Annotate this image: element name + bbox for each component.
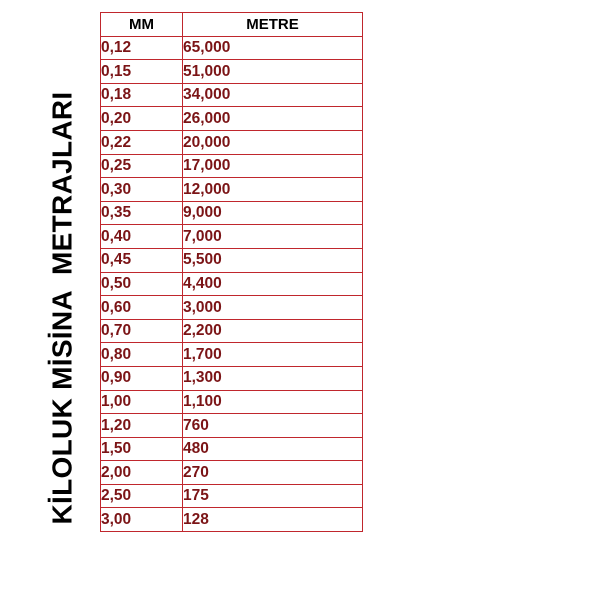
cell-metre: 12,000 bbox=[183, 178, 363, 202]
cell-mm: 0,25 bbox=[101, 154, 183, 178]
cell-metre: 1,700 bbox=[183, 343, 363, 367]
header-mm: MM bbox=[101, 13, 183, 37]
table-row bbox=[101, 437, 363, 461]
table-row bbox=[101, 366, 363, 390]
cell-metre: 3,000 bbox=[183, 296, 363, 320]
cell-mm: 1,20 bbox=[101, 414, 183, 438]
table-row bbox=[101, 201, 363, 225]
table-row bbox=[101, 107, 363, 131]
cell-mm: 0,60 bbox=[101, 296, 183, 320]
cell-metre: 2,200 bbox=[183, 319, 363, 343]
cell-metre: 65,000 bbox=[183, 36, 363, 60]
table-row bbox=[101, 343, 363, 367]
cell-metre: 1,100 bbox=[183, 390, 363, 414]
cell-mm: 3,00 bbox=[101, 508, 183, 532]
cell-mm: 0,45 bbox=[101, 248, 183, 272]
table-row bbox=[101, 225, 363, 249]
cell-mm: 2,50 bbox=[101, 484, 183, 508]
table-row bbox=[101, 60, 363, 84]
table-row bbox=[101, 296, 363, 320]
cell-mm: 0,40 bbox=[101, 225, 183, 249]
table-row bbox=[101, 178, 363, 202]
cell-mm: 1,00 bbox=[101, 390, 183, 414]
cell-metre: 17,000 bbox=[183, 154, 363, 178]
cell-mm: 0,18 bbox=[101, 83, 183, 107]
cell-mm: 2,00 bbox=[101, 461, 183, 485]
table-row bbox=[101, 83, 363, 107]
cell-metre: 480 bbox=[183, 437, 363, 461]
cell-metre: 128 bbox=[183, 508, 363, 532]
cell-metre: 175 bbox=[183, 484, 363, 508]
cell-metre: 760 bbox=[183, 414, 363, 438]
cell-mm: 0,20 bbox=[101, 107, 183, 131]
cell-metre: 9,000 bbox=[183, 201, 363, 225]
table-row bbox=[101, 154, 363, 178]
side-title-container bbox=[44, 91, 81, 524]
cell-mm: 0,35 bbox=[101, 201, 183, 225]
table-body bbox=[101, 36, 363, 531]
cell-metre: 4,400 bbox=[183, 272, 363, 296]
cell-mm: 0,50 bbox=[101, 272, 183, 296]
cell-metre: 7,000 bbox=[183, 225, 363, 249]
cell-metre: 1,300 bbox=[183, 366, 363, 390]
cell-mm: 1,50 bbox=[101, 437, 183, 461]
cell-mm: 0,22 bbox=[101, 130, 183, 154]
table-row bbox=[101, 319, 363, 343]
table-row bbox=[101, 508, 363, 532]
page-title: KİLOLUK MİSİNA METRAJLARI bbox=[46, 91, 78, 524]
table-row bbox=[101, 414, 363, 438]
metraj-table bbox=[100, 12, 363, 532]
cell-metre: 26,000 bbox=[183, 107, 363, 131]
table-row bbox=[101, 248, 363, 272]
cell-mm: 0,12 bbox=[101, 36, 183, 60]
cell-mm: 0,90 bbox=[101, 366, 183, 390]
cell-metre: 34,000 bbox=[183, 83, 363, 107]
table-header-row bbox=[101, 13, 363, 37]
table-row bbox=[101, 484, 363, 508]
table-row bbox=[101, 461, 363, 485]
cell-mm: 0,80 bbox=[101, 343, 183, 367]
cell-metre: 51,000 bbox=[183, 60, 363, 84]
cell-metre: 270 bbox=[183, 461, 363, 485]
cell-metre: 20,000 bbox=[183, 130, 363, 154]
table-row bbox=[101, 390, 363, 414]
cell-metre: 5,500 bbox=[183, 248, 363, 272]
header-metre: METRE bbox=[183, 13, 363, 37]
cell-mm: 0,30 bbox=[101, 178, 183, 202]
table-row bbox=[101, 130, 363, 154]
cell-mm: 0,70 bbox=[101, 319, 183, 343]
table-row bbox=[101, 36, 363, 60]
table-row bbox=[101, 272, 363, 296]
cell-mm: 0,15 bbox=[101, 60, 183, 84]
